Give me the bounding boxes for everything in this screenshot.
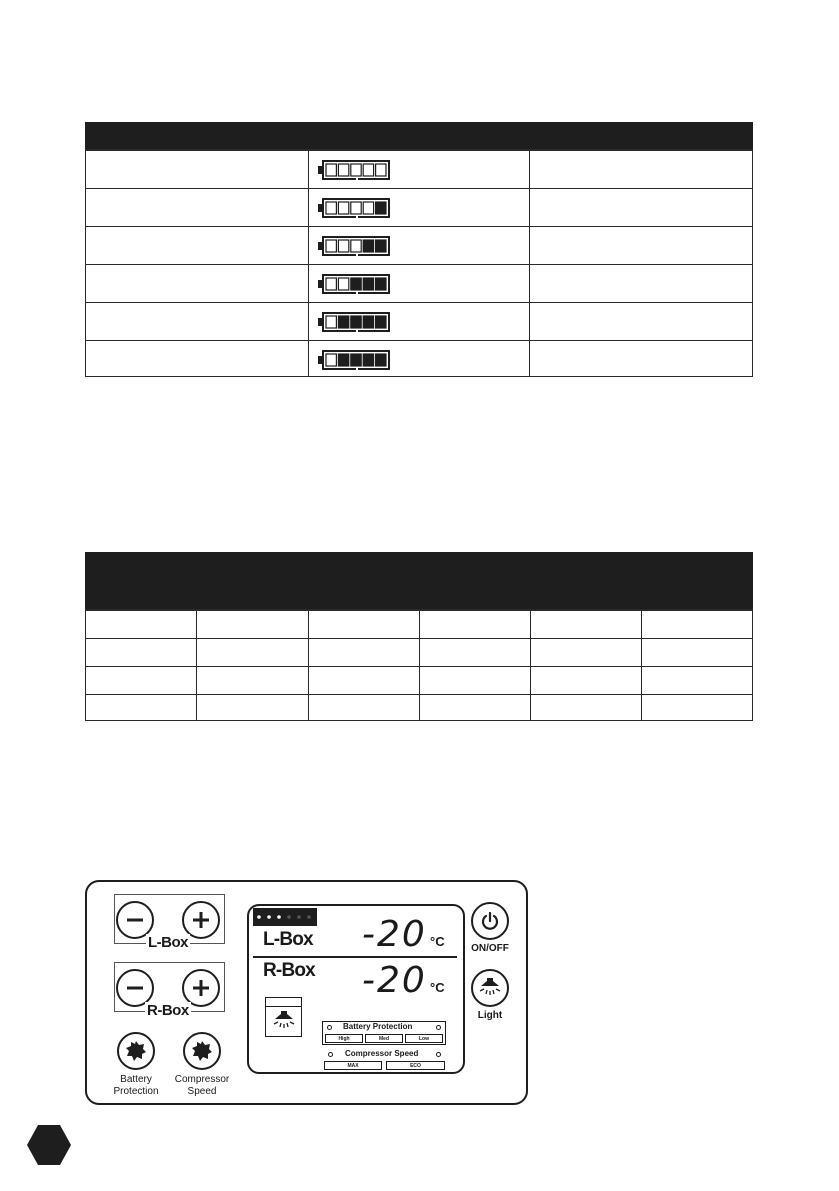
control-panel: [85, 880, 528, 1105]
battery-protection-button[interactable]: [117, 1032, 155, 1070]
indicator-dot: [328, 1052, 333, 1057]
r-box-label: R-Box: [147, 1002, 189, 1019]
minus-icon: [125, 978, 145, 998]
battery-indicator-dot: [277, 915, 281, 919]
light-label: Light: [477, 1010, 503, 1021]
power-button[interactable]: [471, 902, 509, 940]
battery-level-icon: [318, 312, 390, 332]
battery-indicator: [253, 908, 319, 928]
battery-table-row: [86, 264, 752, 302]
option-eco: ECO: [386, 1061, 445, 1070]
display-l-box-name: L-Box: [263, 929, 313, 950]
display-l-box-temp: -20: [362, 914, 427, 955]
plus-icon: [191, 910, 211, 930]
battery-indicator-dot: [307, 915, 311, 919]
display-r-box-unit: °C: [430, 980, 445, 995]
display-divider: [253, 956, 457, 958]
battery-indicator-dot: [257, 915, 261, 919]
battery-protection-button-label: Battery Protection: [113, 1074, 159, 1097]
option-max: MAX: [324, 1061, 382, 1070]
option-med: Med: [365, 1034, 403, 1043]
gear-icon: [125, 1040, 147, 1062]
on-off-label: ON/OFF: [471, 943, 509, 954]
settings-table: [85, 552, 753, 721]
option-high: High: [325, 1034, 363, 1043]
lamp-icon: [272, 1010, 296, 1032]
display-r-box-name: R-Box: [263, 960, 315, 981]
gear-icon: [191, 1040, 213, 1062]
lcd-display: [247, 904, 465, 1074]
battery-level-table: [85, 122, 753, 377]
battery-level-icon: [318, 274, 390, 294]
option-low: Low: [405, 1034, 443, 1043]
settings-table-row: [86, 638, 752, 666]
light-button[interactable]: [471, 969, 509, 1007]
battery-indicator-dot: [287, 915, 291, 919]
battery-indicator-dot: [297, 915, 301, 919]
settings-table-header: [85, 552, 753, 609]
compressor-speed-title: Compressor Speed: [345, 1049, 419, 1058]
battery-table-row: [86, 150, 752, 188]
battery-table-row: [86, 188, 752, 226]
plus-icon: [191, 978, 211, 998]
l-box-label: L-Box: [148, 934, 188, 951]
battery-indicator-dot: [267, 915, 271, 919]
battery-protection-box: [322, 1021, 446, 1045]
settings-table-body: [85, 609, 753, 721]
display-l-box-unit: °C: [430, 934, 445, 949]
power-icon: [480, 911, 500, 931]
indicator-dot: [436, 1052, 441, 1057]
page-number-badge: [27, 1125, 71, 1165]
battery-protection-title: Battery Protection: [343, 1022, 413, 1031]
battery-table-row: [86, 226, 752, 264]
battery-level-icon: [318, 236, 390, 256]
lamp-icon: [477, 977, 503, 999]
minus-icon: [125, 910, 145, 930]
battery-table-row: [86, 340, 752, 378]
settings-table-row: [86, 694, 752, 722]
settings-table-row: [86, 666, 752, 694]
battery-table-row: [86, 302, 752, 340]
indicator-dot: [436, 1025, 441, 1030]
battery-table-header: [85, 122, 753, 149]
compressor-speed-button[interactable]: [183, 1032, 221, 1070]
display-light-indicator: [265, 997, 302, 1037]
battery-level-icon: [318, 160, 390, 180]
battery-level-icon: [318, 198, 390, 218]
battery-level-icon: [318, 350, 390, 370]
battery-table-body: [85, 149, 753, 377]
display-r-box-temp: -20: [362, 960, 427, 1001]
indicator-dot: [327, 1025, 332, 1030]
settings-table-row: [86, 610, 752, 638]
compressor-speed-button-label: Compressor Speed: [174, 1074, 230, 1097]
